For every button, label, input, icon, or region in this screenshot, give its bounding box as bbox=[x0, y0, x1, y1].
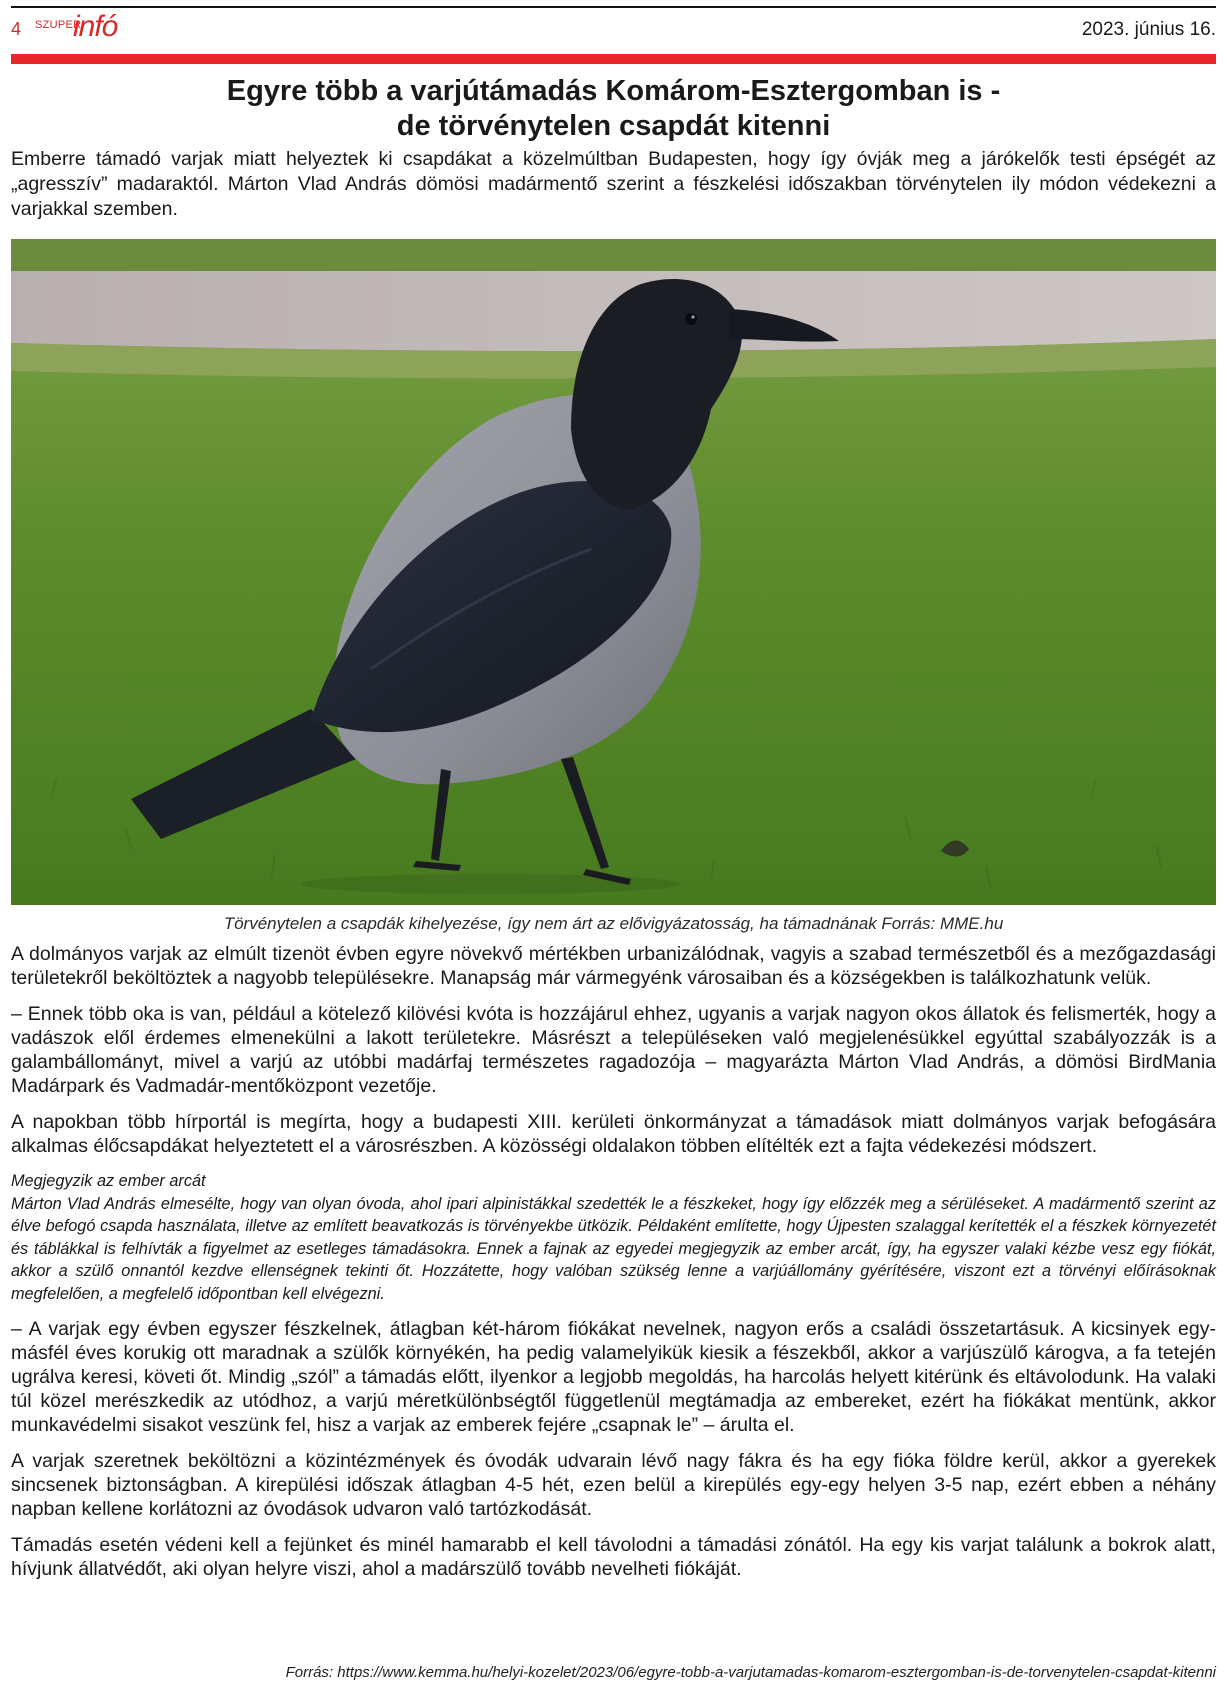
newspaper-page bbox=[11, 6, 1216, 1682]
body-paragraph: A dolmányos varjak az elmúlt tizenöt évben egyre növekvő mértékben urbanizálódnak, vagyis a szabad természetből és a mezőgazdasági területekről beköltöztek a nagyobb településekre. Manapság már vármegyénk városaiban és a községekben is találkozhatunk velük. bbox=[11, 943, 1216, 989]
article-lead: Emberre támadó varjak miatt helyeztek ki csapdákat a közelmúltban Budapesten, hogy így óvják meg a járókelők testi épségét az „agresszív” madaraktól. Márton Vlad András dömösi madármentő szerint a fészkelési időszakban törvénytelen ily módon védekezni a varjakkal szemben. bbox=[11, 148, 1216, 220]
body-paragraph: – Ennek több oka is van, például a kötelező kilövési kvóta is hozzájárul ehhez, ugyanis a varjak nagyon okos állatok és felismerték, hogy a vadászok elől érdemes elmenekülni a lakott területekre. Másrészt a településeken való megjelenésükkel egyúttal szabályozzák is a galambállományt, mivel a varjú az utóbbi madárfaj természetes ragadozója – magyarázta Márton Vlad András, a dömösi BirdMania Madárpark és Vadmadár-mentőközpont vezetője. bbox=[11, 1003, 1216, 1097]
italic-box bbox=[11, 1170, 1216, 1305]
logo-small-text: SZUPER bbox=[35, 19, 82, 31]
photo-caption: Törvénytelen a csapdák kihelyezése, így nem árt az elővigyázatosság, ha támadnának Forrás: MME.hu bbox=[223, 914, 1004, 933]
body-paragraph: Támadás esetén védeni kell a fejünket és minél hamarabb el kell távolodni a támadási zónától. Ha egy kis varjat találunk a bokrok alatt, hívjunk állatvédőt, aki olyan helyre viszi, ahol a madárszülő tovább nevelheti fiókáját. bbox=[11, 1534, 1216, 1580]
page-number: 4 bbox=[11, 19, 22, 39]
source-link[interactable]: Forrás: https://www.kemma.hu/helyi-kozelet/2023/06/egyre-tobb-a-varjutamadas-komarom-esztergomban-is-de-torvenytelen-csapdat-kitenni bbox=[285, 1664, 1216, 1681]
crow-illustration bbox=[11, 239, 1216, 905]
body-paragraph: A napokban több hírportál is megírta, hogy a budapesti XIII. kerületi önkormányzat a támadások miatt dolmányos varjak befogására alkalmas élőcsapdákat helyeztetett el a városrészben. A közösségi oldalakon többen elítélték ezt a fajta védekezési módszert. bbox=[11, 1111, 1216, 1157]
body-paragraph: A varjak szeretnek beköltözni a közintézmények és óvodák udvarain lévő nagy fákra és ha egy fióka földre kerül, akkor a gyerekek sincsenek biztonságban. A kirepülési időszak átlagban 4-5 hét, ezen belül a kirepülés egy-egy helyen 3-5 nap, ezért ebben a néhány napban kellene korlátozni az óvodások udvaron való tartózkodását. bbox=[11, 1450, 1216, 1520]
logo-big-text: infó bbox=[73, 10, 118, 43]
title-line-1: Egyre több a varjútámadás Komárom-Esztergomban is - bbox=[226, 75, 1001, 107]
issue-date: 2023. június 16. bbox=[1081, 19, 1216, 40]
italic-text: Márton Vlad András elmesélte, hogy van olyan óvoda, ahol ipari alpinistákkal szedették le a fészkeket, hogy így előzzék meg a sérüléseket. A madármentő szerint az élve befogó csapda használata, illetve az említett beavatkozás is törvényekbe ütközik. Példaként említette, hogy Újpesten szalaggal kerítették el a fészkek környezetét és táblákkal is felhívták a figyelmet az esetleges támadásokra. Ennek a fajnak az egyedei megjegyzik az ember arcát, így, ha egyszer valaki kézbe vesz egy fiókát, akkor a szülő onnantól kezdve ellenségnek tekinti őt. Hozzátette, hogy valóban szükség lenne a varjúállomány gyérítésére, viszont ezt a törvényi előírásoknak megfelelően, a megfelelő időpontban kell elvégezni. bbox=[11, 1194, 1216, 1303]
italic-subhead: Megjegyzik az ember arcát bbox=[11, 1172, 206, 1190]
hooded-crow-photo bbox=[11, 239, 1216, 905]
top-rule bbox=[11, 6, 1216, 8]
red-header-bar bbox=[11, 54, 1216, 64]
page-header bbox=[11, 11, 1216, 45]
article-body bbox=[11, 942, 1216, 1593]
article-title bbox=[11, 74, 1216, 144]
title-line-2: de törvénytelen csapdát kitenni bbox=[396, 110, 831, 142]
body-paragraph: – A varjak egy évben egyszer fészkelnek, átlagban két-három fiókákat nevelnek, nagyon erős a családi összetartásuk. A kicsinyek egy-másfél éves korukig ott maradnak a szülők környékén, ha pedig valamelyikük kiesik a fészekből, akkor a varjúszülő károgva, a fa tetején ugrálva keresi, követi őt. Mindig „szól” a támadás előtt, ilyenkor a legjobb megoldás, ha harcolás helyett kitérünk és eltávolodunk. Ha valaki túl közel merészkedik az utódhoz, a varjú méretkülönbségtől függetlenül megtámadja az embereket, ezért ha fiókákat mentünk, akkor munkavédelmi sisakot veszünk fel, hisz a varjak az emberek fejére „csapnak le” – árulta el. bbox=[11, 1318, 1216, 1436]
